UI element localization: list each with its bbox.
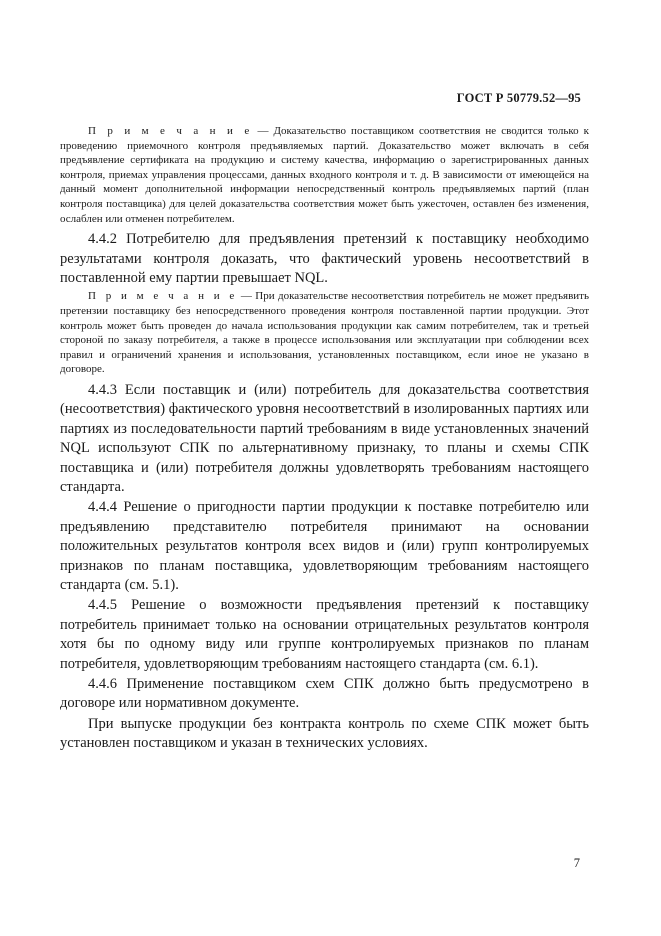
clause-4-4-2: 4.4.2 Потребителю для предъявления претензий к поставщику необходимо результатами контроля доказать, что фактический уровень несоответствий в поставленной ему партии превышает NQL. bbox=[60, 231, 589, 286]
clause-4-4-3: 4.4.3 Если поставщик и (или) потребитель для доказательства соответствия (несоответствия) фактического уровня несоответствий в изолированных партиях или партиях из последовательности партий требованиям в виде установленных значений NQL используют СПК по альтернативному признаку, то планы и схемы СПК поставщика и (или) потребителя должны удовлетворять требованиям настоящего стандарта. bbox=[60, 381, 589, 495]
clause-4-4-5: 4.4.5 Решение о возможности предъявления претензий к поставщику потребитель принимает только на основании отрицательных результатов контроля хотя бы по одному виду или группе контролируемых признаков по планам потребителя, удовлетворяющим требованиям настоящего стандарта (см. 6.1). bbox=[60, 597, 589, 672]
note-text: — При доказательстве несоответствия потребитель не может предъявить претензии поставщику без непосредственного проведения контроля поставленной партии продукции. Этот контроль может быть проведен до начала использования продукции как самим потребителем, так и третьей стороной по заказу потребителя, а также в процессе использования или эксплуатации при соблюдении всех правил и ограничений хранения и использования, установленных поставщиком, если иное не указано в договоре. bbox=[60, 290, 590, 376]
page-number: 7 bbox=[573, 856, 580, 870]
note-label: П р и м е ч а н и е bbox=[88, 290, 238, 303]
release-paragraph: При выпуске продукции без контракта контроль по схеме СПК может быть установлен поставщиком и указан в технических условиях. bbox=[60, 715, 589, 752]
note-text: — Доказательство поставщиком соответствия не сводится только к проведению приемочного контроля предъявляемых партий. Доказательство может включать в себя предъявление сертификата на продукцию и систему качества, информацию о зарегистрированных данных контроля, приемах управления процессами, данных входного контроля и т. д. В зависимости от имеющейся на данный момент дополнительной информации непосредственный контроль предъявляемых партий (план контроля поставщика) для целей доказательства соответствия может быть ужесточен, оставлен без изменения, ослаблен или отменен потребителем. bbox=[60, 125, 590, 225]
note-2 bbox=[60, 289, 589, 377]
note-label: П р и м е ч а н и е bbox=[88, 125, 253, 137]
clause-4-4-6: 4.4.6 Применение поставщиком схем СПК должно быть предусмотрено в договоре или нормативном документе. bbox=[60, 676, 589, 712]
page-content bbox=[60, 124, 589, 755]
clause-4-4-4: 4.4.4 Решение о пригодности партии продукции к поставке потребителю или предъявлению представителю потребителя принимают на основании положительных результатов контроля всех видов и (или) групп контролируемых признаков по планам поставщика, удовлетворяющим требованиям настоящего стандарта (см. 5.1). bbox=[60, 499, 589, 593]
note-1 bbox=[60, 124, 589, 226]
standard-header: ГОСТ Р 50779.52—95 bbox=[456, 91, 581, 105]
